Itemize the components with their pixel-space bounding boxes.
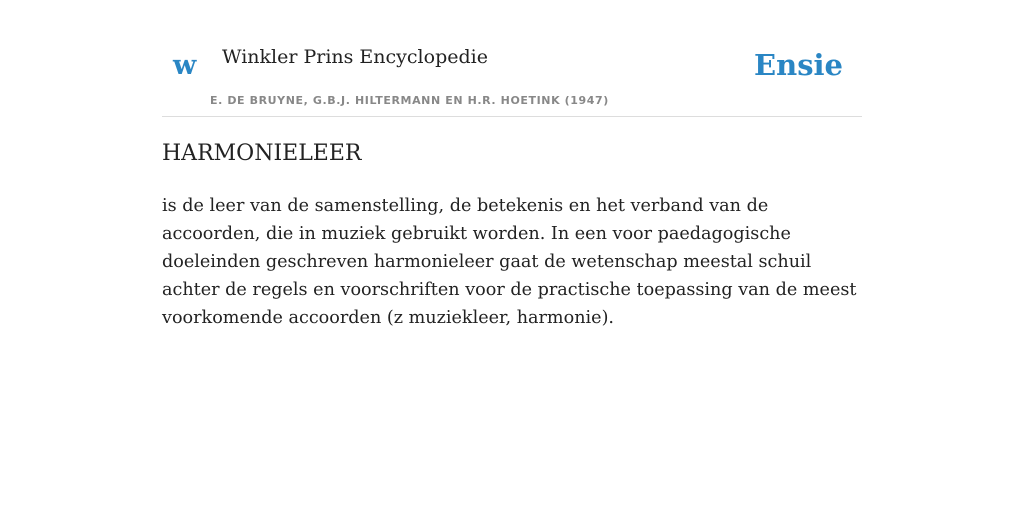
source-logo: w bbox=[173, 50, 197, 81]
source-authors: E. DE BRUYNE, G.B.J. HILTERMANN EN H.R. HOETINK (1947) bbox=[210, 94, 609, 107]
entry-title: HARMONIELEER bbox=[162, 141, 362, 166]
entry-header bbox=[162, 0, 862, 117]
source-title[interactable]: Winkler Prins Encyclopedie bbox=[222, 46, 488, 68]
ensie-brand-link[interactable]: Ensie bbox=[754, 48, 843, 82]
entry-body: is de leer van de samenstelling, de betekenis en het verband van de accoorden, die in muziek gebruikt worden. In een voor paedagogische doeleinden geschreven harmonieleer gaat de wetenschap meestal schuil achter de regels en voorschriften voor de practische toepassing van de meest voorkomende accoorden (z muziekleer, harmonie). bbox=[162, 196, 857, 328]
